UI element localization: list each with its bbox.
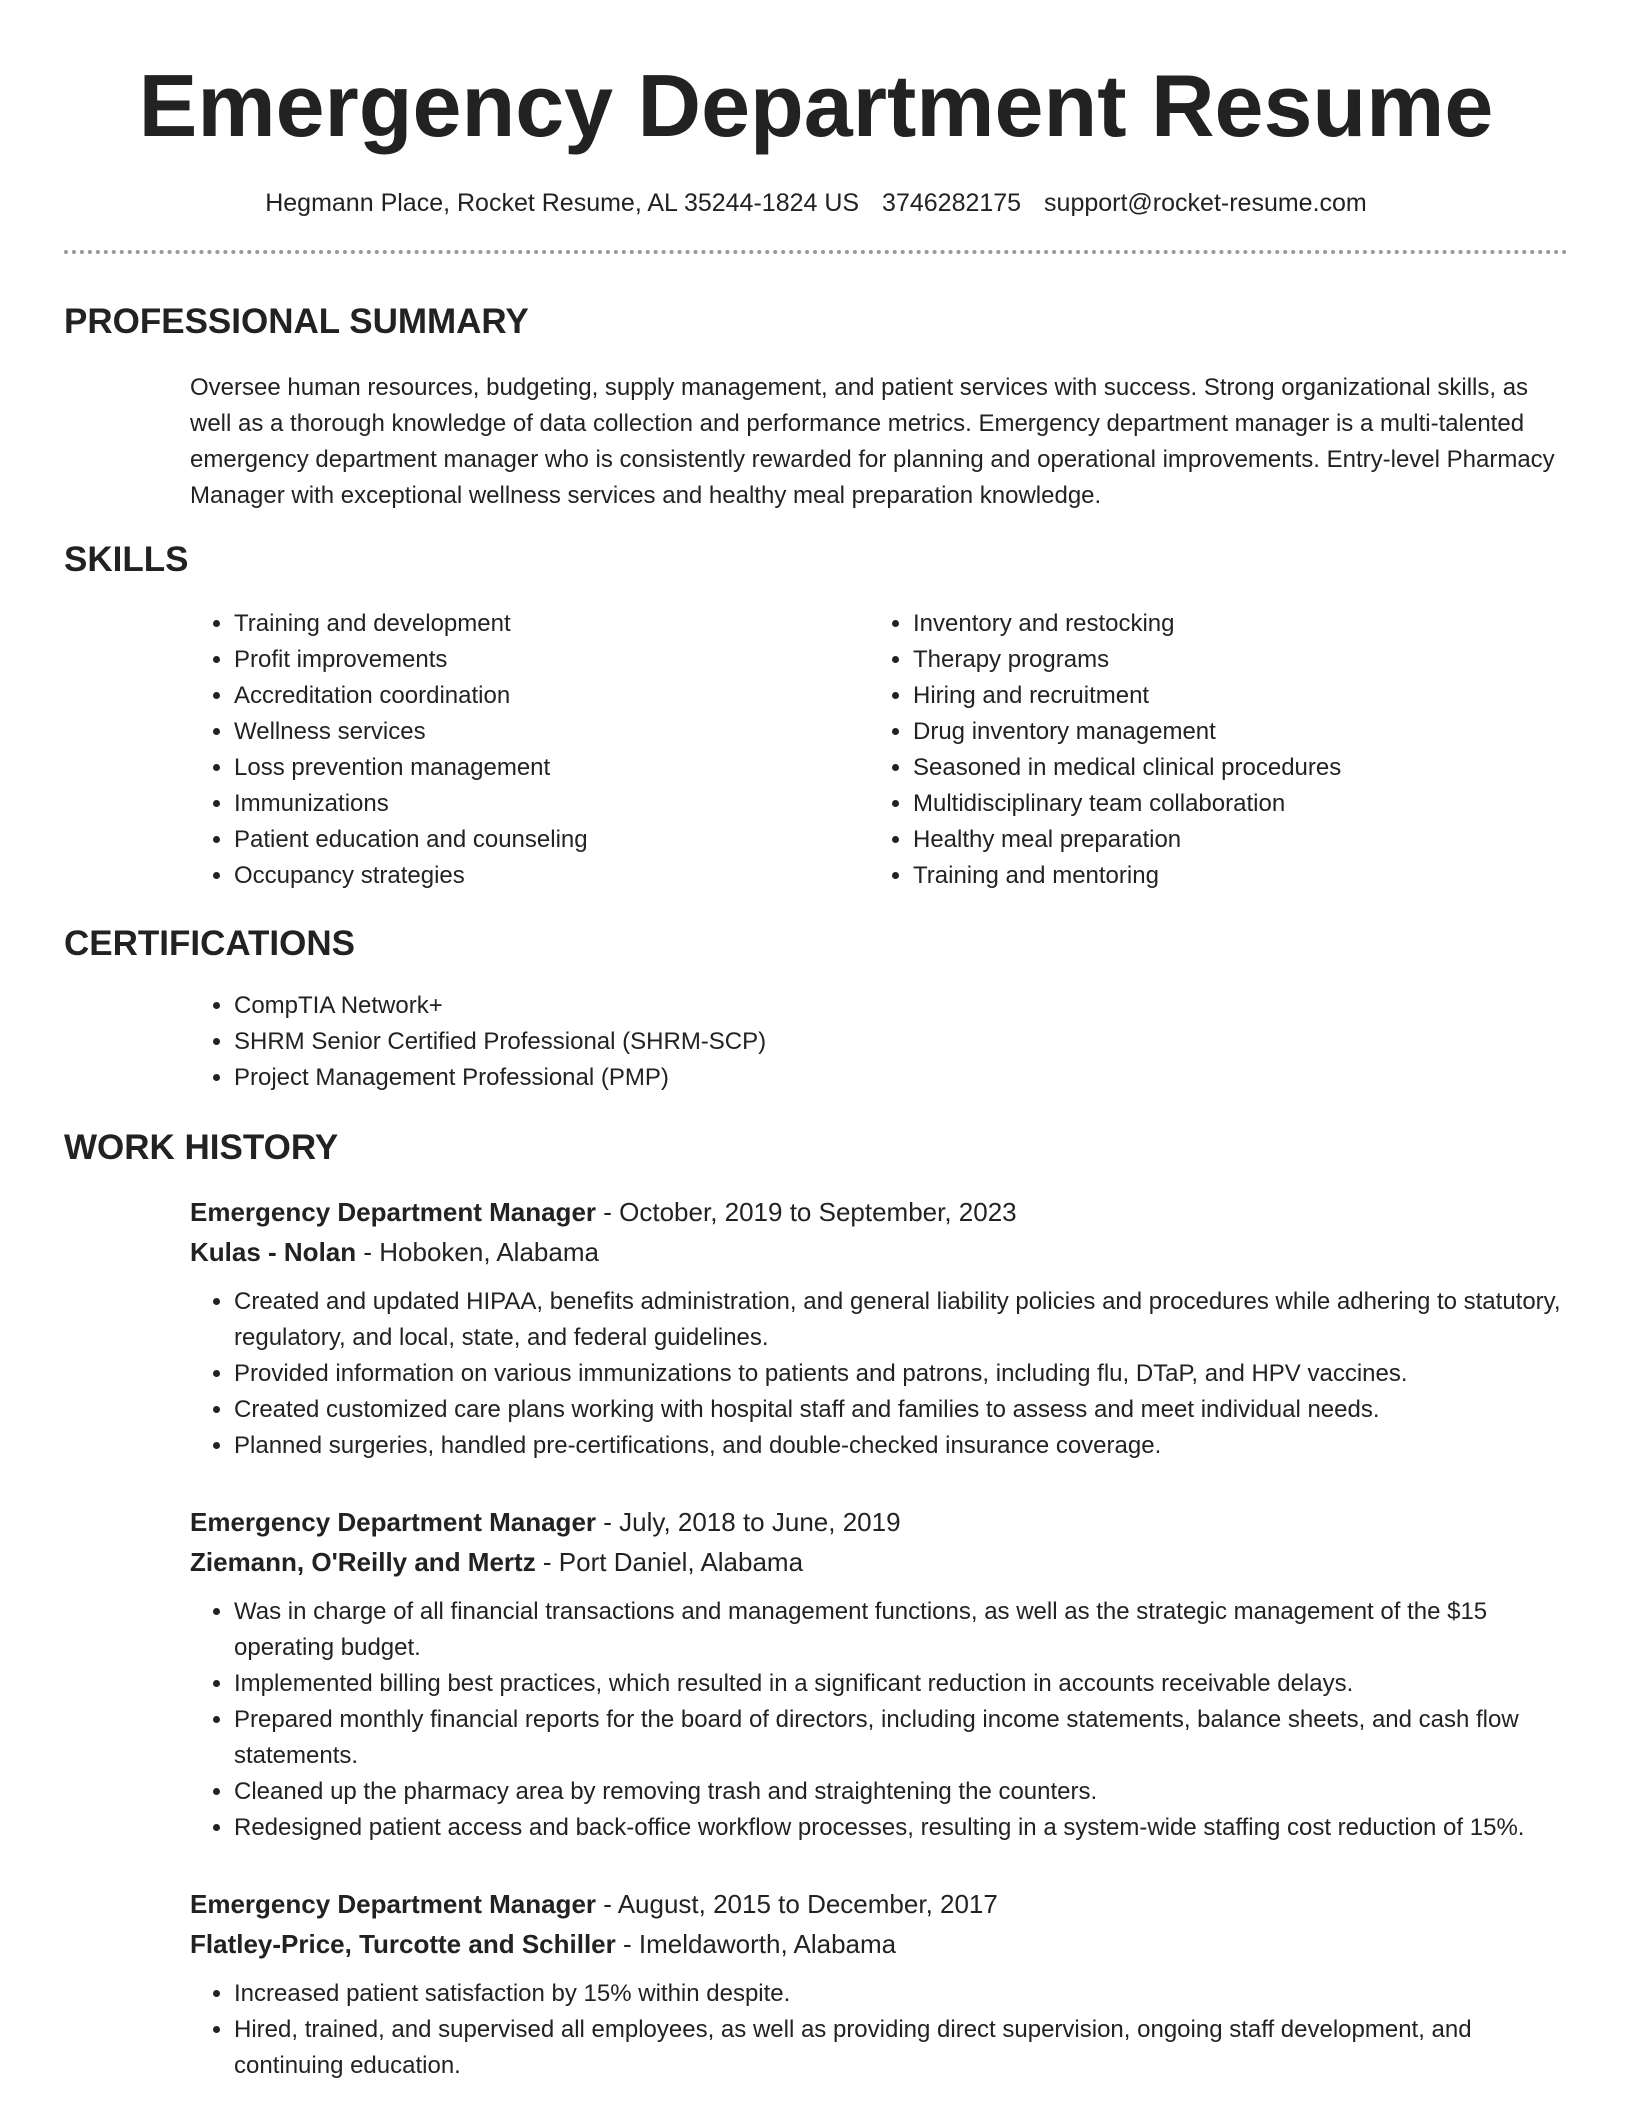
job-role: Emergency Department Manager [190, 1889, 597, 1919]
job-dates: - August, 2015 to December, 2017 [596, 1889, 998, 1919]
skill-item: • Therapy programs [913, 642, 1548, 678]
job-bullet: • Created customized care plans working with hospital staff and families to assess and meet individual needs. [234, 1392, 1568, 1428]
address: Hegmann Place, Rocket Resume, AL 35244-1824 US [265, 189, 860, 217]
job-bullet: • Hired, trained, and supervised all employees, as well as providing direct supervision, ongoing staff development, and continuing education. [234, 2012, 1568, 2084]
resume-title: Emergency Department Resume [138, 56, 1494, 155]
section-title-summary: PROFESSIONAL SUMMARY [64, 302, 529, 341]
skill-item: • Seasoned in medical clinical procedures [913, 750, 1548, 786]
job-bullet: • Was in charge of all financial transactions and management functions, as well as the strategic management of the $15 operating budget. [234, 1594, 1568, 1666]
phone: 3746282175 [882, 189, 1022, 217]
header-divider [64, 250, 1568, 254]
job-bullets [190, 1976, 1568, 2084]
skill-item: • Training and mentoring [913, 858, 1548, 894]
job-entry [190, 1884, 1568, 2084]
job-bullet: • Provided information on various immunizations to patients and patrons, including flu, DTaP, and HPV vaccines. [234, 1356, 1568, 1392]
job-company-line [190, 1924, 1568, 1964]
job-bullets [190, 1284, 1568, 1464]
job-role-line [190, 1502, 1568, 1542]
job-bullet: • Implemented billing best practices, which resulted in a significant reduction in accounts receivable delays. [234, 1666, 1568, 1702]
job-company-line [190, 1232, 1568, 1272]
job-bullet: • Redesigned patient access and back-office workflow processes, resulting in a system-wide staffing cost reduction of 15%. [234, 1810, 1568, 1846]
job-bullet: • Created and updated HIPAA, benefits administration, and general liability policies and procedures while adhering to statutory, regulatory, and local, state, and federal guidelines. [234, 1284, 1568, 1356]
job-role-line [190, 1192, 1568, 1232]
skill-item: • Inventory and restocking [913, 606, 1548, 642]
skill-item: • Drug inventory management [913, 714, 1548, 750]
skill-item: • Loss prevention management [234, 750, 869, 786]
resume-page [64, 0, 1568, 2084]
skills-column-right [869, 606, 1548, 894]
email: support@rocket-resume.com [1044, 189, 1367, 217]
job-bullet: • Prepared monthly financial reports for the board of directors, including income statements, balance sheets, and cash flow statements. [234, 1702, 1568, 1774]
job-role: Emergency Department Manager [190, 1507, 597, 1537]
certification-item: • SHRM Senior Certified Professional (SHRM-SCP) [234, 1024, 1568, 1060]
job-role-line [190, 1884, 1568, 1924]
certifications-list [190, 988, 1568, 1096]
skill-item: • Wellness services [234, 714, 869, 750]
job-company: Ziemann, O'Reilly and Mertz [190, 1547, 536, 1577]
skill-item: • Accreditation coordination [234, 678, 869, 714]
skill-item: • Training and development [234, 606, 869, 642]
job-bullets [190, 1594, 1568, 1846]
skills-column-left [190, 606, 869, 894]
contact-line [64, 188, 1568, 218]
job-dates: - July, 2018 to June, 2019 [596, 1507, 901, 1537]
job-location: - Hoboken, Alabama [356, 1237, 599, 1267]
skill-item: • Healthy meal preparation [913, 822, 1548, 858]
certification-item: • Project Management Professional (PMP) [234, 1060, 1568, 1096]
job-location: - Imeldaworth, Alabama [615, 1929, 897, 1959]
skill-item: • Hiring and recruitment [913, 678, 1548, 714]
skill-item: • Occupancy strategies [234, 858, 869, 894]
job-company-line [190, 1542, 1568, 1582]
summary-text: Oversee human resources, budgeting, supply management, and patient services with success. Strong organizational skills, as well as a thorough knowledge of data collection and performance metrics. Emergency department manager is a multi-talented emergency department manager who is consistently rewarded for planning and operational improvements. Entry-level Pharmacy Manager with exceptional wellness services and healthy meal preparation knowledge. [190, 374, 1555, 509]
job-entry [190, 1502, 1568, 1846]
job-dates: - October, 2019 to September, 2023 [596, 1197, 1017, 1227]
job-role: Emergency Department Manager [190, 1197, 597, 1227]
skill-item: • Immunizations [234, 786, 869, 822]
job-company: Flatley-Price, Turcotte and Schiller [190, 1929, 616, 1959]
job-company: Kulas - Nolan [190, 1237, 357, 1267]
job-location: - Port Daniel, Alabama [535, 1547, 804, 1577]
skills-list [190, 606, 1568, 894]
job-bullet: • Planned surgeries, handled pre-certifications, and double-checked insurance coverage. [234, 1428, 1568, 1464]
skill-item: • Multidisciplinary team collaboration [913, 786, 1548, 822]
section-title-certifications: CERTIFICATIONS [64, 924, 356, 963]
section-title-work-history: WORK HISTORY [64, 1128, 339, 1167]
job-bullet: • Cleaned up the pharmacy area by removing trash and straightening the counters. [234, 1774, 1568, 1810]
job-bullet: • Increased patient satisfaction by 15% within despite. [234, 1976, 1568, 2012]
section-title-skills: SKILLS [64, 540, 189, 579]
skill-item: • Profit improvements [234, 642, 869, 678]
certifications-items [190, 988, 1568, 1096]
certification-item: • CompTIA Network+ [234, 988, 1568, 1024]
skill-item: • Patient education and counseling [234, 822, 869, 858]
job-entry [190, 1192, 1568, 1464]
